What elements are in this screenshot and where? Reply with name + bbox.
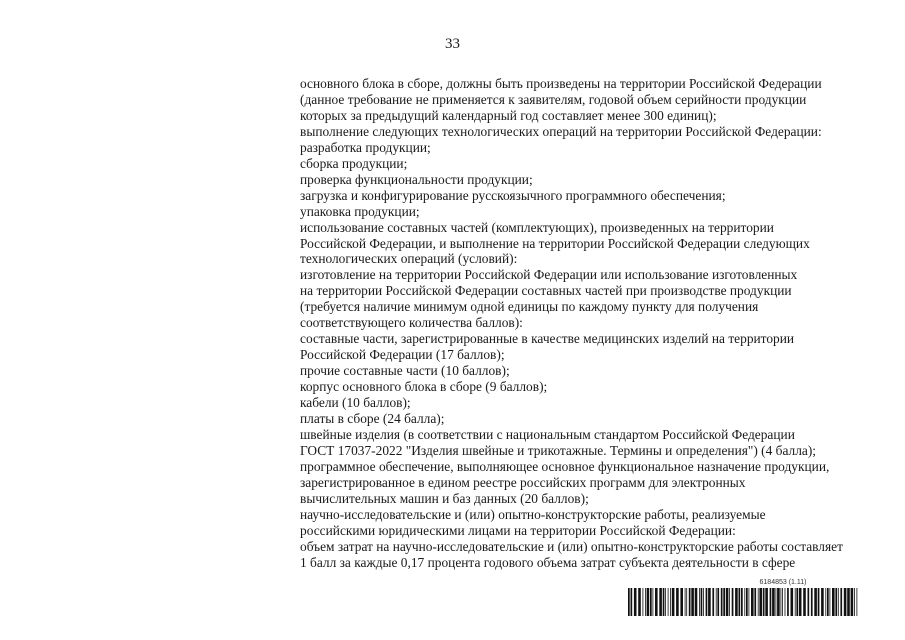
barcode-bar [840, 588, 842, 616]
text-line: объем затрат на научно-исследовательские и (или) опытно-конструкторские работы составляет [300, 538, 843, 554]
barcode-bar [838, 588, 839, 616]
barcode-bar [665, 588, 666, 616]
barcode-bar [650, 588, 652, 616]
barcode-bar [785, 588, 786, 616]
barcode-bar [638, 588, 641, 616]
text-line: прочие составные части (10 баллов); [300, 363, 510, 379]
barcode-bar [672, 588, 675, 616]
text-line: (требуется наличие минимум одной единицы по каждому пункту для получения [300, 299, 759, 315]
barcode-bar [717, 588, 719, 616]
barcode-bar [686, 588, 687, 616]
barcode-bar [763, 588, 765, 616]
barcode-bar [818, 588, 820, 616]
text-line: технологических операций (условий): [300, 251, 518, 267]
barcode-bar [832, 588, 835, 616]
barcode-bar [695, 588, 698, 616]
barcode-bar [634, 588, 637, 616]
barcode-bar [668, 588, 669, 616]
barcode-bar [729, 588, 730, 616]
barcode-bar [851, 588, 854, 616]
barcode-bar [844, 588, 847, 616]
barcode-bar [825, 588, 826, 616]
barcode-bar [721, 588, 723, 616]
barcode [628, 588, 858, 616]
barcode-bar [857, 588, 858, 616]
barcode-bar [735, 588, 738, 616]
barcode-bar [643, 588, 644, 616]
text-line: программное обеспечение, выполняющее основное функциональное назначение продукции, [300, 458, 830, 474]
barcode-bar [765, 588, 768, 616]
text-line: разработка продукции; [300, 139, 431, 155]
barcode-bar [847, 588, 850, 616]
barcode-bar [653, 588, 654, 616]
barcode-bar [689, 588, 691, 616]
text-line: ГОСТ 17037-2022 "Изделия швейные и трикотажные. Термины и определения") (4 балла); [300, 442, 817, 458]
page-number: 33 [445, 36, 460, 52]
barcode-bar [799, 588, 802, 616]
barcode-bar [811, 588, 813, 616]
text-line: соответствующего количества баллов): [300, 315, 523, 331]
text-line: которых за предыдущий календарный год составляет менее 300 единиц); [300, 107, 717, 123]
barcode-bar [770, 588, 772, 616]
text-line: основного блока в сборе, должны быть произведены на территории Российской Федерации [300, 76, 822, 91]
barcode-bar [706, 588, 708, 616]
barcode-bar [854, 588, 855, 616]
barcode-bar [835, 588, 837, 616]
barcode-bar [754, 588, 756, 616]
text-line: на территории Российской Федерации составных частей при производстве продукции [300, 283, 792, 299]
barcode-bar [703, 588, 704, 616]
barcode-bar [777, 588, 780, 616]
text-line: выполнение следующих технологических операций на территории Российской Федерации: [300, 123, 822, 139]
barcode-bar [685, 588, 686, 616]
barcode-bar [830, 588, 831, 616]
text-line: платы в сборе (24 балла); [300, 411, 445, 427]
text-line: использование составных частей (комплектующих), произведенных на территории [300, 219, 774, 235]
barcode-bar [645, 588, 646, 616]
text-line: российскими юридическими лицами на территории Российской Федерации: [300, 522, 736, 538]
barcode-bar [746, 588, 748, 616]
text-line: зарегистрированное в едином реестре российских программ для электронных [300, 474, 746, 490]
text-line: проверка функциональности продукции; [300, 171, 533, 187]
text-line: кабели (10 баллов); [300, 395, 411, 411]
barcode-bar [772, 588, 775, 616]
text-line: научно-исследовательские и (или) опытно-конструкторские работы, реализуемые [300, 506, 766, 522]
barcode-bar [796, 588, 798, 616]
text-line: сборка продукции; [300, 155, 408, 171]
barcode-bar [676, 588, 679, 616]
barcode-bar [781, 588, 782, 616]
barcode-bar [739, 588, 741, 616]
text-line: корпус основного блока в сборе (9 баллов); [300, 379, 548, 395]
barcode-bar [821, 588, 824, 616]
barcode-bar [631, 588, 633, 616]
text-line: швейные изделия (в соответствии с национальным стандартом Российской Федерации [300, 426, 795, 442]
barcode-bar [749, 588, 750, 616]
barcode-bar [723, 588, 725, 616]
barcode-bar [744, 588, 745, 616]
text-line: 1 балл за каждые 0,17 процента годового объема затрат субъекта деятельности в сфере [300, 554, 796, 570]
barcode-bar [751, 588, 754, 616]
barcode-bar [758, 588, 759, 616]
text-line: (данное требование не применяется к заявителям, годовой объем серийности продукции [300, 91, 807, 107]
document-body [300, 76, 860, 571]
barcode-bar [655, 588, 658, 616]
barcode-bar [759, 588, 762, 616]
barcode-bar [827, 588, 829, 616]
barcode-bar [659, 588, 662, 616]
barcode-bar [647, 588, 650, 616]
barcode-bar [808, 588, 810, 616]
barcode-bar [726, 588, 729, 616]
barcode-bar [716, 588, 717, 616]
text-line: Российской Федерации, и выполнение на территории Российской Федерации следующих [300, 235, 810, 251]
barcode-bar [803, 588, 806, 616]
text-line: загрузка и конфигурирование русскоязычного программного обеспечения; [300, 187, 726, 203]
text-line: вычислительных машин и баз данных (20 баллов); [300, 490, 589, 506]
barcode-bar [628, 588, 630, 616]
barcode-bar [814, 588, 817, 616]
barcode-bar [699, 588, 700, 616]
barcode-bar [680, 588, 683, 616]
barcode-bar [670, 588, 671, 616]
barcode-bar [787, 588, 789, 616]
barcode-bar [776, 588, 777, 616]
barcode-bar [701, 588, 703, 616]
barcode-label: 6184853 (1.11) [759, 579, 807, 586]
barcode-bar [708, 588, 711, 616]
text-line: изготовление на территории Российской Федерации или использование изготовленных [300, 267, 798, 283]
barcode-bar [663, 588, 665, 616]
barcode-bar [691, 588, 694, 616]
barcode-bar [732, 588, 734, 616]
barcode-bar [741, 588, 743, 616]
barcode-bar [782, 588, 783, 616]
text-line: составные части, зарегистрированные в качестве медицинских изделий на территории [300, 331, 795, 347]
text-line: упаковка продукции; [300, 203, 420, 219]
barcode-bar [791, 588, 794, 616]
barcode-bar [712, 588, 714, 616]
barcode-bar [795, 588, 796, 616]
text-line: Российской Федерации (17 баллов); [300, 347, 505, 363]
